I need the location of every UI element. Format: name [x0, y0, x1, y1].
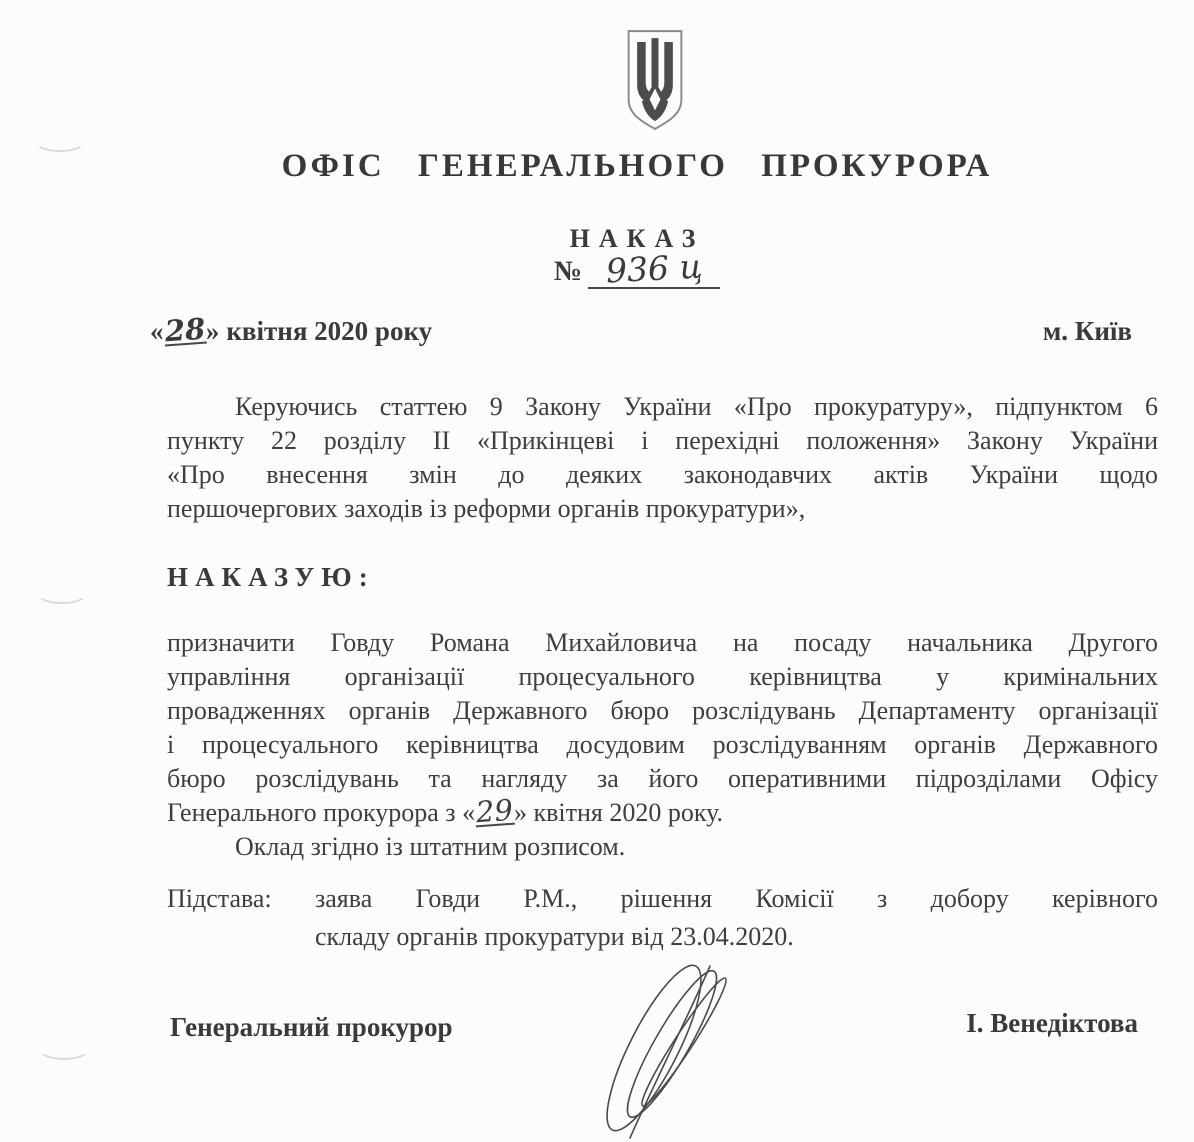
order-line: призначити Говду Романа Михайловича на посаду начальника Другого — [167, 628, 1158, 657]
number-sign: № — [553, 256, 583, 287]
signer-name: І. Венедіктова — [966, 1008, 1138, 1038]
basis-label: Підстава: — [167, 884, 272, 913]
date-month-year: квітня 2020 року — [226, 316, 433, 346]
order-paragraph — [167, 626, 1158, 864]
ukraine-trident-emblem-icon — [616, 28, 694, 132]
preamble-paragraph — [167, 390, 1158, 526]
hole-punch-mark — [36, 582, 88, 604]
order-line: управління організації процесуального керівництва у кримінальних — [167, 662, 1158, 691]
date-day-handwritten: 28 — [163, 311, 206, 349]
salary-line: Оклад згідно із штатним розписом. — [235, 832, 626, 861]
preamble-line: Керуючись статтею 9 Закону України «Про прокуратуру», підпунктом 6 — [235, 392, 1158, 421]
date-open-quote: « — [150, 316, 164, 346]
order-last-before: Генерального прокурора з « — [167, 798, 476, 827]
preamble-line: «Про внесення змін до деяких законодавчих актів України щодо — [167, 460, 1158, 489]
appointment-day-handwritten: 29 — [474, 792, 515, 830]
handwritten-signature-icon — [552, 948, 782, 1142]
preamble-line: пункту 22 розділу ІІ «Прикінцеві і перехідні положення» Закону України — [167, 426, 1158, 455]
basis-line: заява Говди Р.М., рішення Комісії з добору керівного — [315, 884, 1158, 913]
hole-punch-mark — [38, 1038, 90, 1060]
basis-line: складу органів прокуратури від 23.04.2020. — [315, 922, 794, 951]
signer-title: Генеральний прокурор — [170, 1012, 453, 1042]
doc-type-title: НАКАЗ — [569, 224, 705, 253]
order-last-after: » квітня 2020 року. — [513, 798, 724, 827]
number-underline — [588, 246, 720, 291]
date-close-quote: » — [205, 316, 220, 346]
doc-date — [150, 311, 433, 349]
order-keyword: НАКАЗУЮ: — [167, 562, 375, 592]
basis-text — [315, 880, 1158, 956]
basis-section — [167, 880, 1158, 956]
city-label: м. Київ — [1042, 316, 1132, 346]
order-line: і процесуального керівництва досудовим розслідуванням органів Державного — [167, 730, 1158, 759]
doc-number — [110, 246, 1164, 291]
order-line: бюро розслідувань та нагляду за його оперативними підрозділами Офісу — [167, 764, 1158, 793]
number-value-handwritten: 936 ц — [604, 246, 704, 291]
order-line: провадженнях органів Державного бюро розслідувань Департаменту організації — [167, 696, 1158, 725]
date-line — [150, 311, 1132, 349]
org-title: ОФІС ГЕНЕРАЛЬНОГО ПРОКУРОРА — [281, 148, 993, 184]
hole-punch-mark — [34, 130, 86, 152]
order-last-line — [167, 792, 1158, 830]
preamble-line: першочергових заходів із реформи органів прокуратури», — [167, 494, 806, 523]
